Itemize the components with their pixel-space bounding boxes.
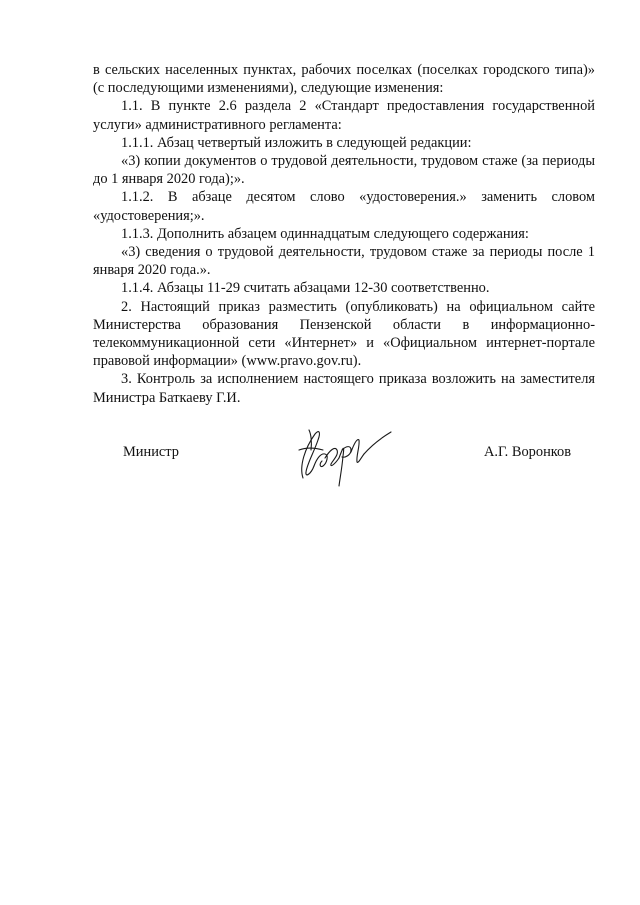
paragraph-item-1-1-1: 1.1.1. Абзац четвертый изложить в следующей редакции:: [121, 134, 472, 151]
paragraph-item-1-1: 1.1. В пункте 2.6 раздела 2 «Стандарт предоставления государственной услуги» административного регламента:: [93, 98, 595, 133]
document-body: [93, 61, 595, 407]
paragraph-item-3: 3. Контроль за исполнением настоящего приказа возложить на заместителя Министра Баткаеву Г.И.: [93, 371, 595, 406]
handwritten-signature: [285, 420, 395, 490]
paragraph-item-1-1-3: 1.1.3. Дополнить абзацем одиннадцатым следующего содержания:: [121, 225, 529, 242]
paragraph-continuation: в сельских населенных пунктах, рабочих поселках (поселках городского типа)» (с последующими изменениями), следующие изменения:: [93, 62, 595, 97]
paragraph-item-2: 2. Настоящий приказ разместить (опубликовать) на официальном сайте Министерства образования Пензенской области в информационно-телекоммуникационной сети «Интернет» и «Официальном интернет-портале правовой информации» (www.pravo.gov.ru).: [93, 298, 595, 370]
paragraph-quote-1: «3) копии документов о трудовой деятельности, трудовом стаже (за периоды до 1 января 2020 года);».: [93, 153, 595, 188]
signer-name: А.Г. Воронков: [484, 444, 572, 460]
paragraph-item-1-1-2: 1.1.2. В абзаце десятом слово «удостоверения.» заменить словом «удостоверения;».: [93, 189, 595, 224]
paragraph-quote-2: «3) сведения о трудовой деятельности, трудовом стаже за периоды после 1 января 2020 года.».: [93, 244, 595, 279]
signature-block: [0, 440, 640, 500]
signer-position: Министр: [123, 444, 179, 460]
paragraph-item-1-1-4: 1.1.4. Абзацы 11-29 считать абзацами 12-30 соответственно.: [121, 280, 490, 297]
